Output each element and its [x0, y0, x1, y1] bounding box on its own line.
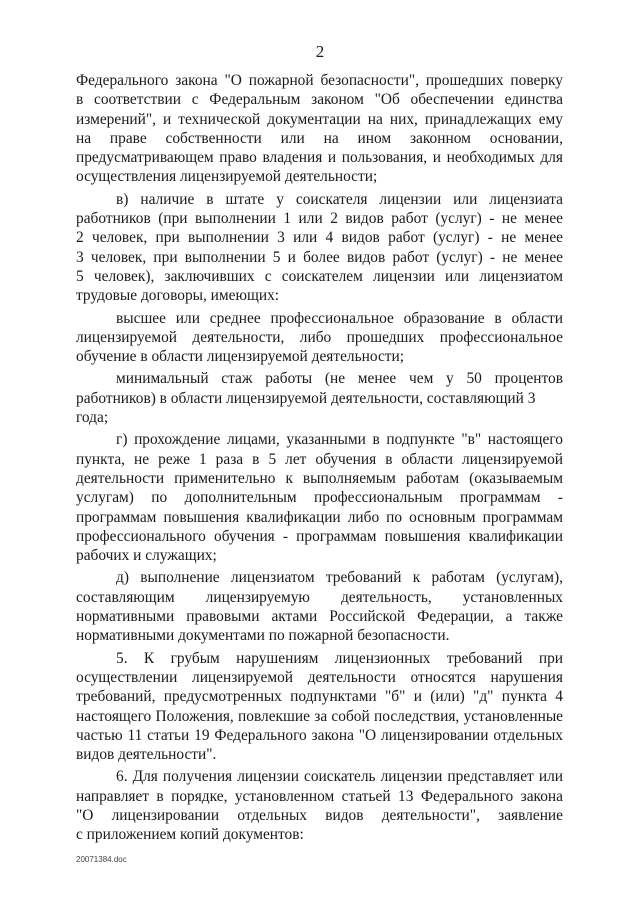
paragraph [76, 71, 563, 187]
footer-filename: 20071384.doc [76, 855, 127, 864]
text-line: на праве собственности или на ином законном основании, [76, 129, 563, 147]
text-line: нормативными правовыми актами Российской Федерации, а также [76, 608, 563, 626]
text-line: Федерального закона "О пожарной безопасности", прошедших поверку [76, 72, 563, 89]
text-line: услугам) по дополнительным профессиональным программам - [76, 489, 563, 507]
paragraph [76, 309, 563, 367]
text-line: профессионального обучения - программам повышения квалификации [76, 527, 563, 545]
text-line: нормативными документами по пожарной безопасности. [76, 627, 450, 645]
text-line: настоящего Положения, повлекшие за собой последствия, установленные [76, 707, 563, 725]
text-line: измерений", и технической документации на них, принадлежащих ему [76, 110, 563, 128]
text-line: минимальный стаж работы (не менее чем у 50 процентов [116, 370, 563, 388]
text-line: лицензируемой деятельности, либо прошедших профессиональное [76, 328, 563, 346]
text-line: д) выполнение лицензиатом требований к работам (услугам), [116, 569, 563, 587]
text-line: в) наличие в штате у соискателя лицензии или лицензиата [116, 190, 563, 208]
page-number: 2 [315, 42, 325, 61]
paragraph [76, 430, 563, 565]
text-line: высшее или среднее профессиональное образование в области [116, 309, 563, 327]
text-line: деятельности применительно к выполняемым работам (оказываемым [76, 469, 563, 487]
paragraph [76, 568, 563, 645]
text-line: видов деятельности". [76, 746, 217, 764]
paragraph [76, 649, 563, 765]
text-line: с приложением копий документов: [76, 826, 304, 844]
text-line: 5 человек), заключивших с соискателем лицензии или лицензиатом [76, 267, 563, 285]
text-line: осуществлении лицензируемой деятельности относятся нарушения [76, 668, 563, 686]
text-line: рабочих и служащих; [76, 547, 217, 565]
text-line: обучение в области лицензируемой деятельности; [76, 348, 405, 366]
document-body [76, 71, 563, 845]
paragraph [76, 190, 563, 306]
text-line: г) прохождение лицами, указанными в подпункте "в" настоящего [116, 431, 563, 449]
text-line: предусматривающем право владения и пользования, и необходимых для [76, 149, 563, 167]
text-line: в соответствии с Федеральным законом "Об обеспечении единства [76, 91, 563, 109]
text-line: "О лицензировании отдельных видов деятельности", заявление [76, 806, 563, 824]
text-line: направляет в порядке, установленном статьей 13 Федерального закона [76, 787, 563, 805]
paragraph [76, 369, 563, 427]
text-line: 2 человек, при выполнении 3 или 4 видов работ (услуг) - не менее [76, 229, 563, 247]
text-line: осуществления лицензируемой деятельности; [76, 168, 378, 186]
text-line: работников (при выполнении 1 или 2 видов работ (услуг) - не менее [76, 210, 563, 228]
text-line: составляющим лицензируемую деятельность, установленных [76, 588, 563, 606]
text-line: программам повышения квалификации либо по основным программам [76, 508, 563, 526]
text-line: работников) в области лицензируемой деятельности, составляющий 3 года; [76, 389, 536, 427]
text-line: 3 человек, при выполнении 5 и более видов работ (услуг) - не менее [76, 248, 563, 266]
text-line: 5. К грубым нарушениям лицензионных требований при [116, 649, 563, 667]
text-line: требований, предусмотренных подпунктами "б" и (или) "д" пункта 4 [76, 688, 563, 706]
text-line: пункта, не реже 1 раза в 5 лет обучения в области лицензируемой [76, 450, 563, 468]
paragraph [76, 767, 563, 844]
text-line: частью 11 статьи 19 Федерального закона "О лицензировании отдельных [76, 726, 563, 744]
text-line: 6. Для получения лицензии соискатель лицензии представляет или [116, 768, 563, 786]
text-line: трудовые договоры, имеющих: [76, 287, 280, 305]
